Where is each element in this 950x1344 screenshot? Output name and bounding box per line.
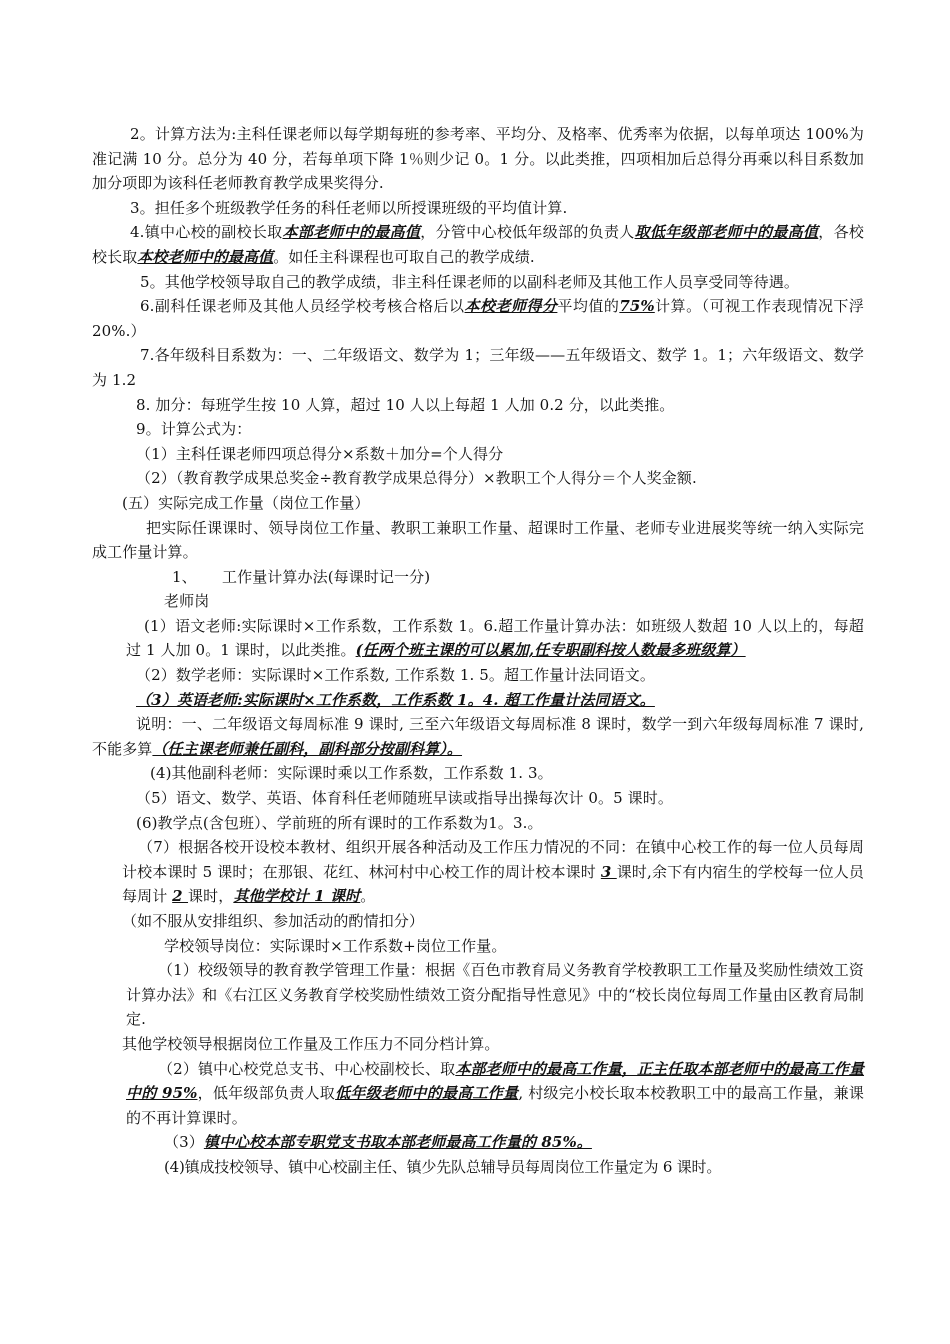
emphasis-text: (任两个班主课的可以累加,任专职副科按人数最多班级算） (355, 641, 746, 660)
paragraph-formula-1: （1）主科任课老师四项总得分×系数＋加分=个人得分 (136, 444, 504, 463)
paragraph-other-leader-workload: 其他学校领导根据岗位工作量及工作压力不同分档计算。 (122, 1034, 500, 1053)
paragraph-morning-reading: （5）语文、数学、英语、体育科任老师随班早读或指导出操每次计 0。5 课时。 (136, 789, 673, 808)
emphasis-text: 2 (172, 887, 189, 906)
paragraph-multi-class: 3。担任多个班级教学任务的科任老师以所授课班级的平均值计算. (130, 198, 568, 217)
paragraph-fulltime-secretary: （3）镇中心校本部专职党支书取本部老师最高工作量的 85%。 (164, 1133, 592, 1152)
paragraph-formula-title: 9。计算公式为： (136, 420, 252, 439)
emphasis-text: 本校老师得分 (464, 297, 558, 316)
emphasis-text: 本部老师中的最高工作量，正主任取本部老师中的最高工作量中的 95% (126, 1059, 865, 1103)
paragraph-other-minor: (4)其他副科老师：实际课时乘以工作系数，工作系数 1. 3。 (150, 764, 553, 783)
paragraph-bonus: 8. 加分：每班学生按 10 人算，超过 10 人以上每超 1 人加 0.2 分，以此类推。 (136, 395, 675, 414)
emphasis-text: 3 (600, 862, 617, 881)
emphasis-text: 镇中心校本部专职党支书取本部老师最高工作量的 85%。 (203, 1133, 592, 1152)
paragraph-vocational-leaders: (4)镇成技校领导、镇中心校副主任、镇少先队总辅导员每周岗位工作量定为 6 课时。 (164, 1157, 722, 1176)
paragraph-teaching-point: (6)教学点(含包班）、学前班的所有课时的工作系数为1。3.。 (136, 813, 543, 832)
paragraph-chinese-teacher: (1）语文老师:实际课时×工作系数，工作系数 1。6.超工作量计算办法：如班级人数超 10 人以上的，每超过 1 人加 0。1 课时，以此类推。(任两个班主课的可以累加,任专职副科按人数最多班级算） (126, 616, 864, 660)
paragraph-other-leaders: 5。其他学校领导取自己的教学成绩，非主科任课老师的以副科老师及其他工作人员享受同等待遇。 (140, 272, 799, 291)
paragraph-school-leader-workload: （1）校级领导的教育教学管理工作量：根据《百色市教育局义务教育学校教职工工作量及奖励性绩效工资计算办法》和《右江区义务教育学校奖励性绩效工资分配指导性意见》中的“校长岗位每周工作量由区教育局制定. (126, 961, 864, 1029)
emphasis-text: （任主课老师兼任副科，副科部分按副科算）。 (152, 739, 463, 758)
paragraph-vice-principal: 4.镇中心校的副校长取本部老师中的最高值，分管中心校低年级部的负责人取低年级部老师中的最高值，各校校长取本校老师中的最高值。如任主科课程也可取自己的教学成绩. (92, 223, 865, 266)
emphasis-text: 本部老师中的最高值 (282, 223, 421, 242)
paragraph-school-curriculum: （7）根据各校开设校本教材、组织开展各种活动及工作压力情况的不同：在镇中心校工作的每一位人员每周计校本课时 5 课时；在那银、花红、林河村中心校工作的周计校本课时 3 课时,余下有内宿生的学校每一位人员每周计 2 课时，其他学校计 1 课时。 (122, 838, 864, 906)
paragraph-calc-method: 2。计算方法为:主科任课老师以每学期每班的参考率、平均分、及格率、优秀率为依据，以每单项达 100%为准记满 10 分。总分为 40 分，若每单项下降 1％则少记 0。1 分。以此类推，四项相加后总得分再乘以科目系数加加分项即为该科任老师教育教学成果奖得分. (92, 125, 864, 193)
paragraph-workload-method: 1、 工作量计算办法(每课时记一分) (172, 567, 431, 586)
paragraph-leader-post: 学校领导岗位：实际课时×工作系数+岗位工作量。 (164, 936, 507, 955)
emphasis-text: 75% (619, 297, 655, 316)
emphasis-text: 取低年级部老师中的最高值 (634, 223, 819, 242)
paragraph-math-teacher: （2）数学老师：实际课时×工作系数, 工作系数 1. 5。超工作量计法同语文。 (136, 666, 655, 685)
paragraph-party-secretary: （2）镇中心校党总支书、中心校副校长、取本部老师中的最高工作量，正主任取本部老师中的最高工作量中的 95%，低年级部负责人取低年级老师中的最高工作量, 村级完小校长取本校教职工中的最高工作量，兼课的不再计算课时。 (126, 1059, 865, 1127)
paragraph-penalty-note: （如不服从安排组织、参加活动的酌情扣分） (122, 912, 425, 930)
paragraph-minor-teachers: 6.副科任课老师及其他人员经学校考核合格后以本校老师得分平均值的75%计算。（可视工作表现情况下浮 20%.） (92, 297, 865, 340)
section-heading-workload: (五）实际完成工作量（岗位工作量） (122, 493, 370, 512)
emphasis-text: 低年级老师中的最高工作量 (335, 1084, 519, 1103)
paragraph-explanation: 说明：一、二年级语文每周标准 9 课时, 三至六年级语文每周标准 8 课时，数学一到六年级每周标准 7 课时, 不能多算（任主课老师兼任副科，副科部分按副科算）。 (92, 715, 864, 758)
paragraph-subject-coefficient: 7.各年级科目系数为：一、二年级语文、数学为 1；三年级——五年级语文、数学 1。1；六年级语文、数学为 1.2 (92, 346, 864, 389)
paragraph-english-teacher: （3）英语老师:实际课时×工作系数，工作系数 1。4. 超工作量计法同语文。 (136, 690, 655, 709)
paragraph-teacher-post: 老师岗 (164, 592, 210, 611)
emphasis-text: 其他学校计 1 课时 (233, 887, 361, 906)
emphasis-text: 本校老师中的最高值 (137, 247, 274, 266)
paragraph-workload-intro: 把实际任课课时、领导岗位工作量、教职工兼职工作量、超课时工作量、老师专业进展奖等统一纳入实际完成工作量计算。 (92, 518, 864, 562)
paragraph-formula-2: （2）（教育教学成果总奖金÷教育教学成果总得分）×教职工个人得分＝个人奖金额. (136, 469, 697, 488)
